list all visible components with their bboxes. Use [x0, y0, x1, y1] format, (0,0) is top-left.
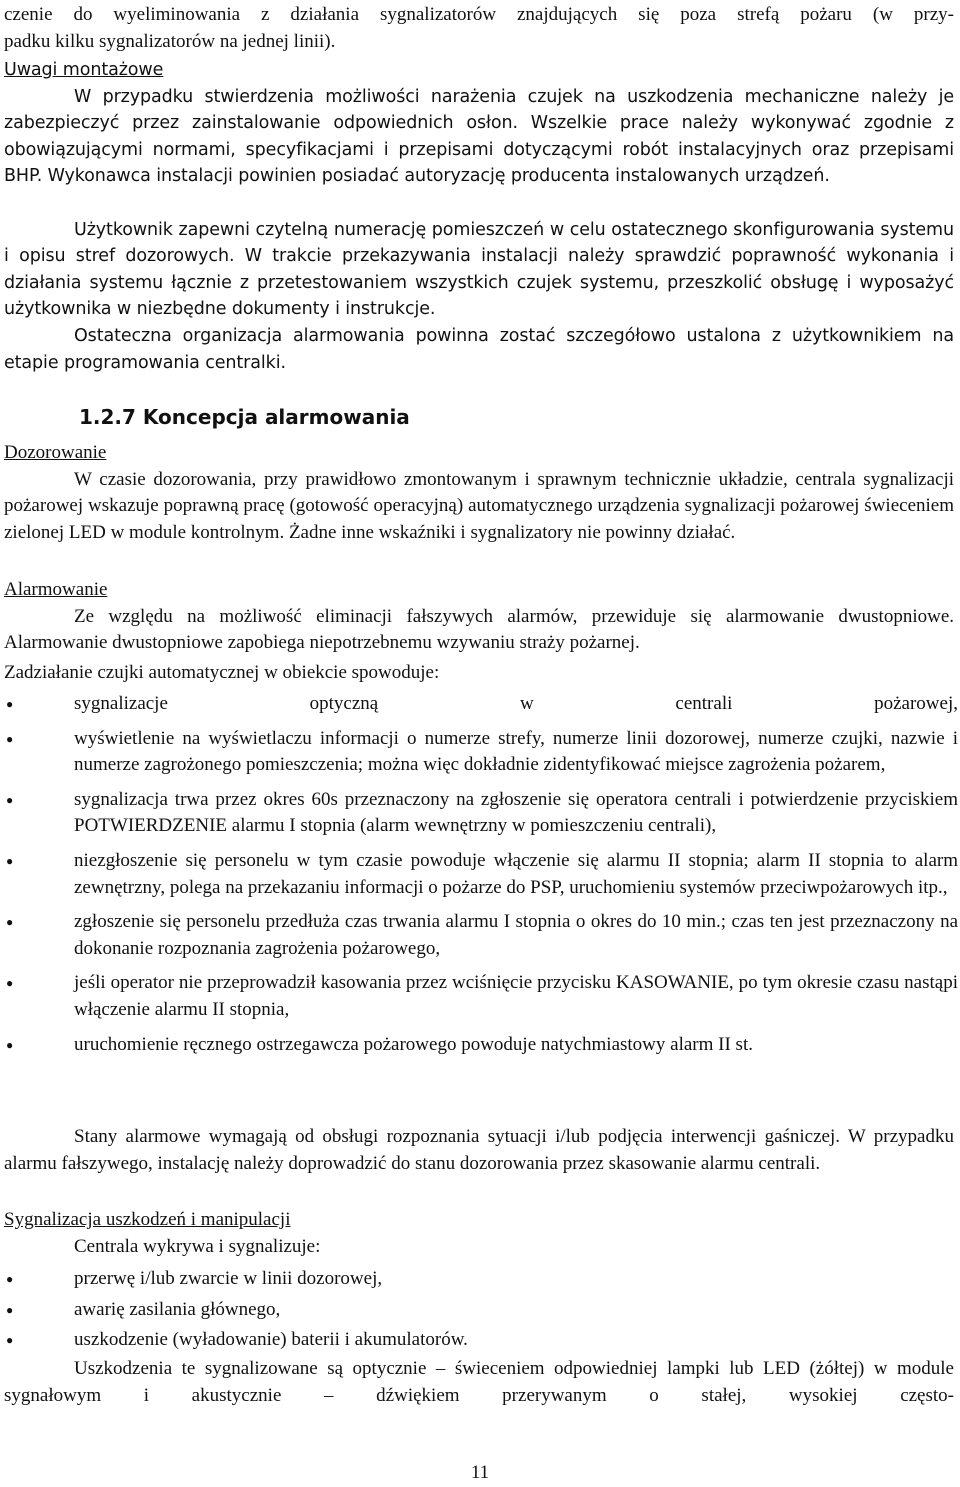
list-item: ● uszkodzenie (wyładowanie) baterii i akumulatorów.	[0, 1327, 958, 1354]
section-heading: 1.2.7 Koncepcja alarmowania	[79, 405, 410, 429]
bullet-icon: ●	[6, 976, 14, 991]
alarmowanie-paragraph-2: Zadziałanie czujki automatycznej w obiekcie spowoduje:	[4, 662, 440, 683]
bullet-icon: ●	[6, 697, 14, 711]
alarmowanie-paragraph-1: Ze względu na możliwość eliminacji fałszywych alarmów, przewiduje się alarmowanie dwustopniowe. Alarmowanie dwustopniowe zapobiega niepotrzebnemu wzywaniu straży pożarnej.	[4, 605, 954, 654]
dozorowanie-heading: Dozorowanie	[4, 442, 107, 463]
faults-paragraph-1: Centrala wykrywa i sygnalizuje:	[74, 1236, 321, 1257]
list-item: ● jeśli operator nie przeprowadził kasowania przez wciśnięcie przycisku KASOWANIE, po tym okresie czasu nastąpi włączenie alarmu II stopnia,	[6, 972, 958, 1020]
alarmowanie-paragraph-3: Stany alarmowe wymagają od obsługi rozpoznania sytuacji i/lub podjęcia interwencji gaśniczej. W przypadku alarmu fałszywego, instalację należy doprowadzić do stanu dozorowania przez skasowanie alarmu centrali.	[4, 1126, 954, 1174]
list-item: ● uruchomienie ręcznego ostrzegawcza pożarowego powoduje natychmiastowy alarm II st.	[0, 1032, 958, 1059]
faults-heading: Sygnalizacja uszkodzeń i manipulacji	[4, 1209, 291, 1230]
bullet-icon: ●	[6, 1272, 14, 1286]
alarm-bullet-list	[0, 691, 958, 1058]
page-number: 11	[470, 1462, 490, 1483]
dozorowanie-paragraph: W czasie dozorowania, przy prawidłowo zmontowanym i sprawnym technicznie układzie, centrala sygnalizacji pożarowej wskazuje poprawną pracę (gotowość operacyjną) automatycznego urządzenia sygnalizacji pożarowej świeceniem zielonej LED w module kontrolnym. Żadne inne wskaźniki i sygnalizatory nie powinny działać.	[4, 468, 954, 543]
mounting-paragraph-3: Ostateczna organizacja alarmowania powinna zostać szczegółowo ustalona z użytkownikiem na etapie programowania centralki.	[4, 326, 954, 373]
faults-paragraph-2: Uszkodzenia te sygnalizowane są optycznie – świeceniem odpowiedniej lampki lub LED (żółtej) w module sygnałowym i akustycznie – dźwiękiem przerywanym o stałej, wysokiej często-	[4, 1358, 954, 1406]
mounting-paragraph-2: Użytkownik zapewni czytelną numerację pomieszczeń w celu ostatecznego skonfigurowania systemu i opisu stref dozorowych. W trakcie przekazywania instalacji należy sprawdzić poprawność wykonania i działania systemu łącznie z przetestowaniem wszystkich czujek systemu, przeszkolić obsługę i wyposażyć użytkownika w niezbędne dokumenty i instrukcje.	[4, 219, 954, 320]
bullet-icon: ●	[6, 915, 14, 930]
bullet-icon: ●	[6, 731, 14, 746]
list-item: ● niezgłoszenie się personelu w tym czasie powoduje włączenie się alarmu II stopnia; alarm II stopnia to alarm zewnętrzny, polega na przekazaniu informacji o pożarze do PSP, uruchomieniu systemów przeciwpożarowych itp.,	[6, 849, 958, 898]
intro-line-1: czenie do wyeliminowania z działania sygnalizatorów znajdujących się poza strefą pożaru (w przy-	[4, 4, 954, 25]
list-item: ● zgłoszenie się personelu przedłuża czas trwania alarmu I stopnia o okres do 10 min.; czas ten jest przeznaczony na dokonanie rozpoznania zagrożenia pożarowego,	[6, 911, 958, 959]
list-item: ● przerwę i/lub zwarcie w linii dozorowej,	[0, 1266, 958, 1293]
bullet-icon: ●	[6, 792, 14, 807]
list-item: ● wyświetlenie na wyświetlaczu informacji o numerze strefy, numerze linii dozorowej, numerze czujki, nazwie i numerze zagrożonego pomieszczenia; można więc dokładnie zidentyfikować miejsce zagrożenia pożarem,	[6, 727, 958, 776]
bullet-icon: ●	[6, 1037, 14, 1052]
intro-line-2: padku kilku sygnalizatorów na jednej linii).	[4, 30, 336, 52]
bullet-icon: ●	[6, 853, 14, 868]
alarmowanie-heading: Alarmowanie	[4, 579, 108, 600]
faults-bullet-list	[0, 1266, 958, 1354]
bullet-icon: ●	[6, 1302, 14, 1317]
list-item: ● sygnalizacja trwa przez okres 60s przeznaczony na zgłoszenie się operatora centrali i potwierdzenie przyciskiem POTWIERDZENIE alarmu I stopnia (alarm wewnętrzny w pomieszczeniu centrali),	[6, 788, 958, 837]
list-item: ● awarię zasilania głównego,	[0, 1297, 958, 1324]
mounting-paragraph-1: W przypadku stwierdzenia możliwości narażenia czujek na uszkodzenia mechaniczne należy je zabezpieczyć przez zainstalowanie odpowiednich osłon. Wszelkie prace należy wykonywać zgodnie z obowiązującymi normami, specyfikacjami i przepisami dotyczącymi robót instalacyjnych oraz przepisami BHP. Wykonawca instalacji powinien posiadać autoryzację producenta instalowanych urządzeń.	[4, 86, 954, 187]
list-item: ● sygnalizacje optyczną w centrali pożarowej,	[0, 691, 958, 718]
mounting-heading: Uwagi montażowe	[4, 60, 164, 80]
bullet-icon: ●	[6, 1333, 14, 1348]
